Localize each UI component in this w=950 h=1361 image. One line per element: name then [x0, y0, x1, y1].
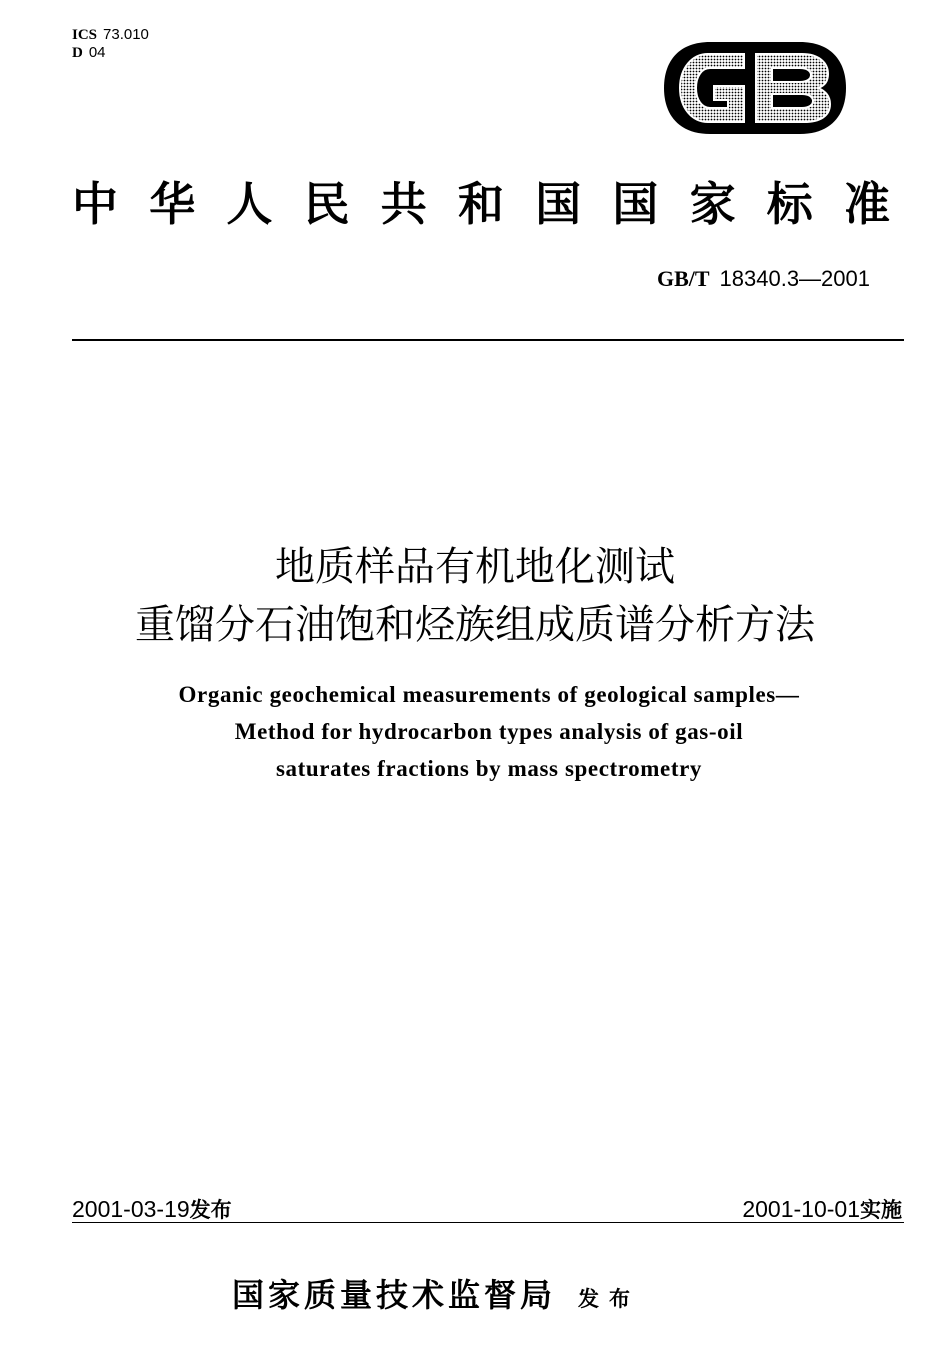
- ics-label: ICS: [72, 27, 98, 43]
- publisher-org: 国家质量技术监督局: [232, 1276, 557, 1314]
- ics-line: [72, 26, 149, 44]
- english-title-line-3: saturates fractions by mass spectrometry: [276, 756, 702, 781]
- bottom-divider: [72, 1222, 904, 1223]
- issue-label: 发布: [189, 1198, 232, 1222]
- english-title-line-2: Method for hydrocarbon types analysis of gas-oil: [234, 719, 744, 744]
- implementation-label: 实施: [860, 1198, 902, 1222]
- chinese-title-line-2: 重馏分石油饱和烃族组成质谱分析方法: [135, 602, 815, 648]
- class-label: D: [72, 45, 83, 61]
- class-value: 04: [88, 44, 106, 61]
- class-line: [72, 44, 149, 62]
- implementation-date: [742, 1194, 902, 1224]
- publisher-action: 发布: [578, 1287, 641, 1311]
- standard-number: [657, 266, 870, 292]
- ics-value: 73.010: [103, 26, 149, 43]
- classification-codes: [72, 26, 149, 62]
- standard-prefix: GB/T: [656, 266, 710, 291]
- issue-date-value: 2001-03-19: [72, 1196, 190, 1222]
- gb-logo: [662, 40, 848, 136]
- national-standard-title: 中华人民共和国国家标准: [72, 177, 908, 231]
- publisher: [232, 1270, 640, 1316]
- top-divider: [72, 339, 904, 341]
- chinese-title-line-1: 地质样品有机地化测试: [275, 544, 675, 590]
- english-title-line-1: Organic geochemical measurements of geological samples—: [178, 682, 800, 707]
- standard-code: 18340.3—2001: [719, 266, 870, 291]
- implementation-date-value: 2001-10-01: [742, 1196, 860, 1222]
- gb-logo-mark: [662, 40, 848, 136]
- issue-date: [72, 1194, 232, 1224]
